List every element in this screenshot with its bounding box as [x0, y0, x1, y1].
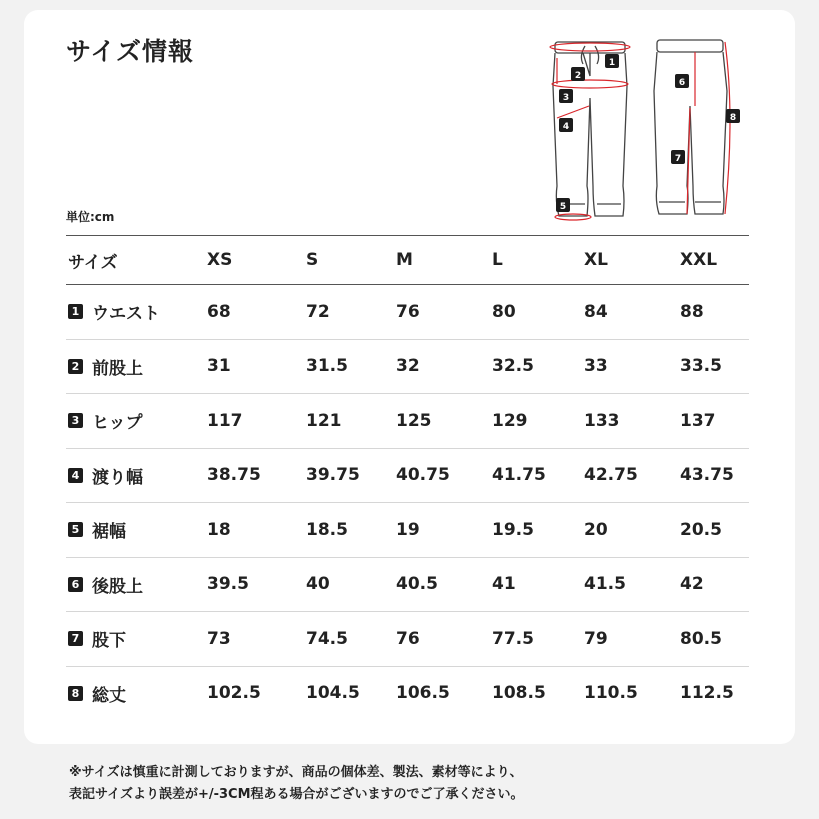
row-number-badge: 5 [68, 522, 83, 537]
table-row [66, 449, 749, 504]
table-cell: 18 [207, 519, 231, 540]
marker-6 [675, 74, 689, 88]
table-cell: 76 [396, 301, 420, 322]
marker-8 [726, 109, 740, 123]
row-number-badge: 7 [68, 631, 83, 646]
size-table [66, 235, 749, 720]
marker-4 [559, 118, 573, 132]
row-label: 後股上 [92, 576, 143, 597]
marker-1 [605, 54, 619, 68]
disclaimer-line-1: ※サイズは慎重に計測しておりますが、商品の個体差、製法、素材等により、 [69, 765, 523, 780]
header-m: M [396, 250, 413, 270]
table-row [66, 558, 749, 613]
table-cell: 112.5 [680, 683, 734, 704]
table-cell: 102.5 [207, 683, 261, 704]
table-cell: 33.5 [680, 356, 722, 377]
table-cell: 40.75 [396, 465, 450, 486]
table-cell: 106.5 [396, 683, 450, 704]
row-number-badge: 8 [68, 686, 83, 701]
table-cell: 19 [396, 519, 420, 540]
table-cell: 32.5 [492, 356, 534, 377]
table-cell: 68 [207, 301, 231, 322]
table-cell: 38.75 [207, 465, 261, 486]
table-cell: 42 [680, 574, 704, 595]
table-row [66, 503, 749, 558]
table-cell: 72 [306, 301, 330, 322]
table-cell: 39.75 [306, 465, 360, 486]
row-number-badge: 2 [68, 359, 83, 374]
table-cell: 79 [584, 628, 608, 649]
svg-text:2: 2 [574, 71, 582, 81]
table-cell: 42.75 [584, 465, 638, 486]
table-cell: 33 [584, 356, 608, 377]
table-cell: 125 [396, 410, 432, 431]
table-cell: 108.5 [492, 683, 546, 704]
row-number-badge: 1 [68, 304, 83, 319]
table-cell: 76 [396, 628, 420, 649]
page-title: サイズ情報 [66, 37, 195, 66]
row-label: ヒップ [92, 413, 143, 434]
svg-text:8: 8 [729, 113, 737, 123]
table-cell: 43.75 [680, 465, 734, 486]
table-row [66, 340, 749, 395]
marker-3 [559, 89, 573, 103]
svg-text:5: 5 [559, 202, 567, 212]
table-cell: 20 [584, 519, 608, 540]
header-xl: XL [584, 250, 608, 270]
table-cell: 88 [680, 301, 704, 322]
table-row [66, 285, 749, 340]
table-cell: 41.5 [584, 574, 626, 595]
table-cell: 31.5 [306, 356, 348, 377]
table-cell: 80.5 [680, 628, 722, 649]
table-header-row [66, 235, 749, 285]
row-number-badge: 3 [68, 413, 83, 428]
table-cell: 31 [207, 356, 231, 377]
header-xxl: XXL [680, 250, 718, 270]
svg-text:1: 1 [608, 58, 616, 68]
table-cell: 40.5 [396, 574, 438, 595]
table-cell: 41.75 [492, 465, 546, 486]
header-l: L [492, 250, 503, 270]
row-label: 裾幅 [92, 522, 126, 543]
table-cell: 74.5 [306, 628, 348, 649]
header-size: サイズ [68, 252, 118, 273]
svg-text:4: 4 [562, 122, 570, 132]
table-cell: 80 [492, 301, 516, 322]
disclaimer-note [69, 762, 524, 806]
unit-label: 単位:cm [66, 210, 115, 224]
table-cell: 84 [584, 301, 608, 322]
table-cell: 77.5 [492, 628, 534, 649]
row-number-badge: 6 [68, 577, 83, 592]
table-cell: 133 [584, 410, 620, 431]
table-cell: 104.5 [306, 683, 360, 704]
table-cell: 19.5 [492, 519, 534, 540]
table-cell: 129 [492, 410, 528, 431]
disclaimer-line-2: 表記サイズより誤差が+/-3CM程ある場合がございますのでご了承ください。 [69, 787, 524, 802]
marker-2 [571, 67, 585, 81]
row-label: 前股上 [92, 358, 143, 379]
table-cell: 40 [306, 574, 330, 595]
svg-text:3: 3 [562, 93, 570, 103]
svg-text:6: 6 [678, 78, 686, 88]
row-label: 渡り幅 [92, 467, 143, 488]
table-row [66, 612, 749, 667]
table-cell: 39.5 [207, 574, 249, 595]
table-cell: 41 [492, 574, 516, 595]
table-row [66, 394, 749, 449]
table-cell: 18.5 [306, 519, 348, 540]
table-cell: 20.5 [680, 519, 722, 540]
marker-5 [556, 198, 570, 212]
table-cell: 32 [396, 356, 420, 377]
row-label: 股下 [92, 631, 126, 652]
table-cell: 110.5 [584, 683, 638, 704]
row-number-badge: 4 [68, 468, 83, 483]
table-cell: 73 [207, 628, 231, 649]
svg-text:7: 7 [674, 154, 682, 164]
row-label: 総丈 [92, 685, 126, 706]
table-row [66, 667, 749, 721]
marker-7 [671, 150, 685, 164]
header-xs: XS [207, 250, 233, 270]
row-label: ウエスト [92, 304, 160, 325]
table-cell: 117 [207, 410, 243, 431]
pants-measurement-diagram [535, 36, 750, 226]
table-cell: 121 [306, 410, 342, 431]
header-s: S [306, 250, 319, 270]
table-cell: 137 [680, 410, 716, 431]
